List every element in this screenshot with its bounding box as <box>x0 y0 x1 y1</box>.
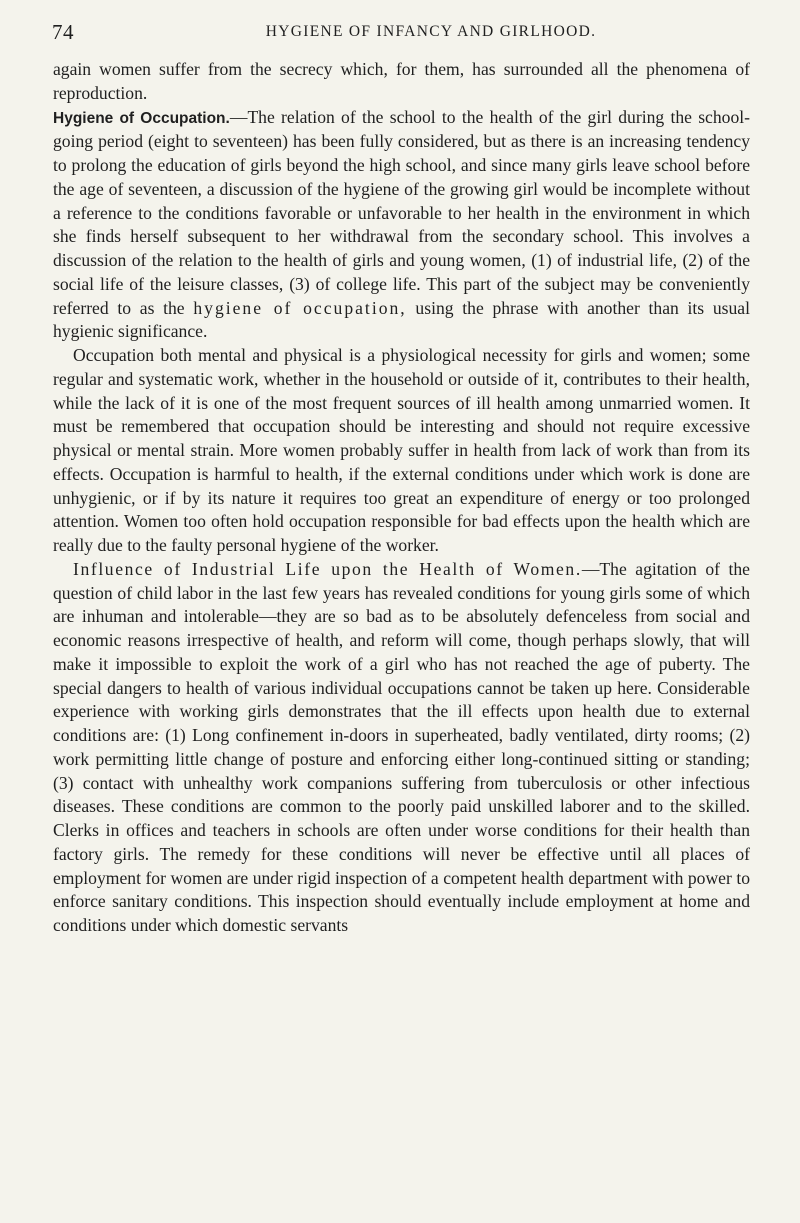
paragraph-continuation: again women suffer from the secrecy which, for them, has surrounded all the phenomena of reproduction. <box>53 59 750 103</box>
paragraph-text: using the phrase with another than its usual hygienic significance. <box>53 297 750 342</box>
page-header <box>52 20 750 48</box>
section-heading-industrial-life: Influence of Industrial Life upon the Health of Women. <box>73 558 582 579</box>
section-heading-hygiene-of-occupation: Hygiene of Occupation. <box>53 109 230 127</box>
paragraph-text: —The relation of the school to the health of the girl during the school-going period (eight to seventeen) has been fully considered, but as there is an increasing tendency to prolong the education of girls beyond the high school, and since many girls leave school before the age of seventeen, a discussion of the hygiene of the growing girl would be incomplete without a reference to the conditions favorable or unfavorable to her health in the environment in which she finds herself subsequent to her withdrawal from the secondary school. This involves a discussion of the relation to the health of girls and young women, (1) of industrial life, (2) of the social life of the leisure classes, (3) of college life. This part of the subject may be conveniently referred to as the <box>53 106 750 318</box>
running-head: HYGIENE OF INFANCY AND GIRLHOOD. <box>265 23 597 40</box>
paragraph-occupation: Occupation both mental and physical is a physiological necessity for girls and women; some regular and systematic work, whether in the household or outside of it, contributes to their health, while the lack of it is one of the most frequent sources of ill health among unmarried women. It must be remembered that occupation should be interesting and should not require excessive physical or mental strain. More women probably suffer in health from lack of work than from its effects. Occupation is harmful to health, if the external conditions under which work is done are unhygienic, or if by its nature it requires too great an expenditure of energy or too prolonged attention. Women too often hold occupation responsible for bad effects upon the health which are really due to the faulty personal hygiene of the worker. <box>53 345 750 555</box>
paragraph-industrial-life <box>53 558 750 938</box>
paragraph-hygiene-of-occupation <box>53 106 750 345</box>
spaced-phrase: hygiene of occupation, <box>193 297 407 318</box>
page-number: 74 <box>52 20 74 44</box>
paragraph-text: —The agitation of the question of child labor in the last few years has revealed conditions for young girls some of which are inhuman and intolerable—they are so bad as to be absolutely defenceless from social and economic reasons irrespective of health, and reform will come, though perhaps slowly, that will make it impossible to exploit the work of a girl who has not reached the age of puberty. The special dangers to health of various individual occupations cannot be taken up here. Considerable experience with working girls demonstrates that the ill effects upon health due to external conditions are: (1) Long confinement in-doors in superheated, badly ventilated, dirty rooms; (2) work permitting little change of posture and enforcing either long-continued sitting or standing; (3) contact with unhealthy work companions suffering from tuberculosis or other infectious diseases. These conditions are common to the poorly paid unskilled laborer and to the skilled. Clerks in offices and teachers in schools are often under worse conditions for their health than factory girls. The remedy for these conditions will never be effective until all places of employment for women are under rigid inspection of a competent health department with power to enforce sanitary conditions. This inspection should eventually include employment at home and conditions under which domestic servants <box>53 558 750 935</box>
body-text <box>53 58 750 938</box>
